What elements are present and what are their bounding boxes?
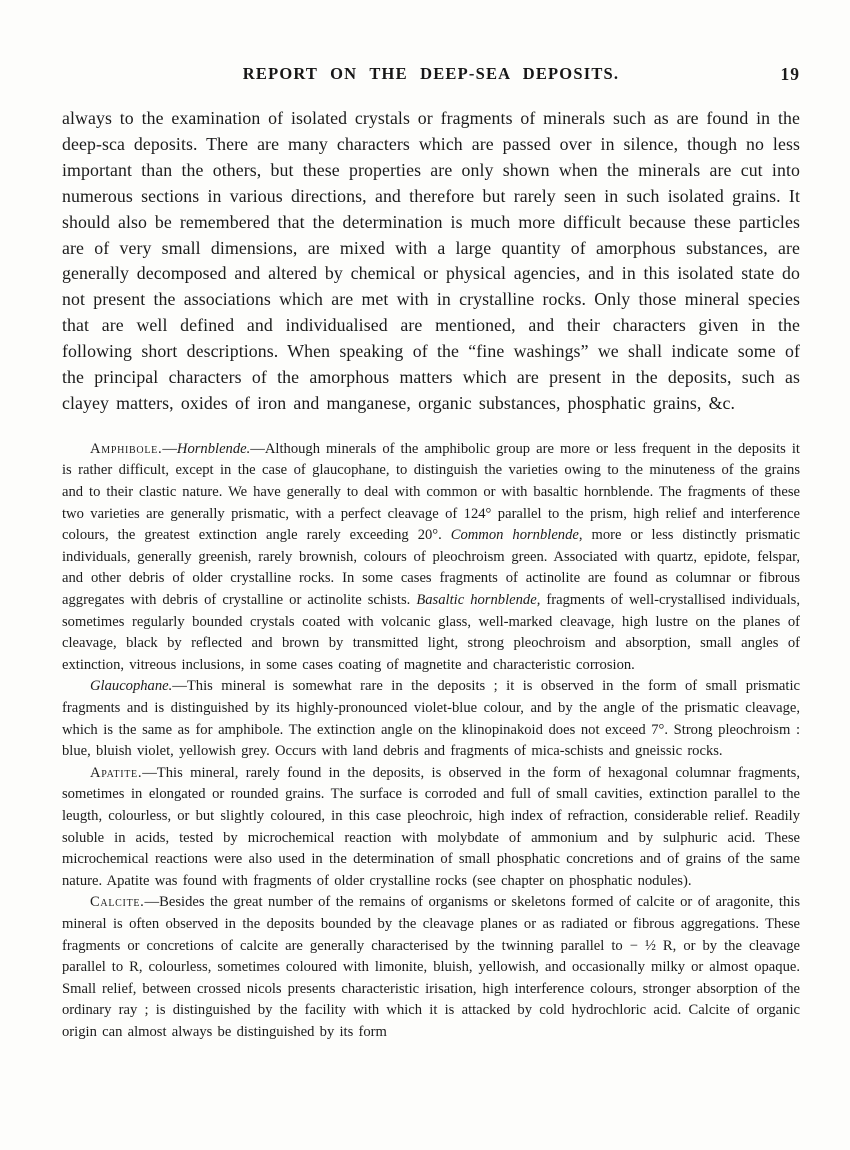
subheading-hornblende: Hornblende. <box>176 440 251 457</box>
section-heading-glaucophane: Glaucophane. <box>90 678 173 695</box>
paragraph-apatite <box>62 763 800 893</box>
page-body <box>62 106 800 1044</box>
amphibole-body-2: , more or less distinctly prismatic individuals, generally greenish, rarely brownish, colours of pleochroism green. Associated with quartz, epidote, felspar, and other debris of older crystalline rocks. In some cases fragments of actinolite are found as columnar or fibrous aggregates with debris of crystalline or actinolite schists. <box>62 527 800 609</box>
paragraph-calcite <box>62 892 800 1043</box>
running-title: REPORT ON THE DEEP-SEA DEPOSITS. <box>242 64 620 83</box>
paragraph-amphibole <box>62 439 800 677</box>
lead-paragraph <box>62 106 800 417</box>
lead-paragraph-text: always to the examination of isolated crystals or fragments of minerals such as are found in the deep-sca deposits. There are many characters which are passed over in silence, though no less important than the others, but these properties are only shown when the minerals are cut into numerous sections in various directions, and therefore but rarely seen in such isolated grains. It should also be remembered that the determination is much more difficult because these particles are of very small dimensions, are mixed with a large quantity of amorphous substances, are generally decomposed and altered by chemical or physical agencies, and in this isolated state do not present the associations which are met with in crystalline rocks. Only those mineral species that are well defined and individualised are mentioned, and their characters given in the following short descriptions. When speaking of the “fine washings” we shall indicate some of the principal characters of the amorphous matters which are present in the deposits, such as clayey matters, oxides of iron and manganese, organic substances, phosphatic grains, &c. <box>62 108 800 413</box>
page-header <box>62 64 800 88</box>
section-heading-amphibole: Amphibole. <box>90 440 163 457</box>
section-heading-apatite: Apatite. <box>90 764 143 781</box>
term-basaltic-hornblende: Basaltic hornblende <box>416 592 537 609</box>
amphibole-body-3: , fragments of well-crystallised individuals, sometimes regularly bounded crystals coated with volcanic glass, well-marked cleavage, high lustre on the planes of cleavage, black by reflected and brown by transmitted light, strong pleochroism and absorption, small angles of extinction, vitreous inclusions, in some cases coating of magnetite and characteristic corrosion. <box>62 592 800 673</box>
page-number: 19 <box>780 64 800 84</box>
amphibole-body-1: —Although minerals of the amphibolic group are more or less frequent in the deposits it is rather difficult, except in the case of glaucophane, to distinguish the varieties owing to the minuteness of the grains and to their clastic nature. We have generally to deal with common or with basaltic hornblende. The fragments of these two varieties are generally prismatic, with a perfect cleavage of 124° parallel to the prism, high relief and interference colours, the greatest extinction angle rarely exceeding 20°. <box>62 440 800 544</box>
apatite-body: —This mineral, rarely found in the deposits, is observed in the form of hexagonal columnar fragments, sometimes in elongated or rounded grains. The surface is corroded and full of small cavities, extinction parallel to the leugth, colourless, or but slightly coloured, in this case pleochroic, high index of refraction, considerable relief. Readily soluble in acids, tested by microchemical reaction with molybdate of ammonium and by sulphuric acid. These microchemical reactions were also used in the determination of small phosphatic concretions and of grains of the same nature. Apatite was found with fragments of older crystalline rocks (see chapter on phosphatic nodules). <box>62 764 800 889</box>
calcite-body: —Besides the great number of the remains of organisms or skeletons formed of calcite or of aragonite, this mineral is often observed in the deposits bounded by the cleavage planes or as radiated or fibrous aggregations. These fragments or concretions of calcite are generally characterised by the twinning parallel to − ½ R, or by the cleavage parallel to R, colourless, sometimes coloured with limonite, bluish, yellowish, and occasionally milky or almost opaque. Small relief, between crossed nicols presents characteristic irisation, high interference colours, stronger absorption of the ordinary ray ; is distinguished by the facility with which it is attacked by cold hydrochloric acid. Calcite of organic origin can almost always be distinguished by its form <box>62 894 800 1040</box>
mineral-descriptions <box>62 439 800 1044</box>
section-heading-calcite: Calcite. <box>90 894 145 911</box>
glaucophane-body: —This mineral is somewhat rare in the deposits ; it is observed in the form of small prismatic fragments and is distinguished by its highly-pronounced violet-blue colour, and by the angle of the prismatic cleavage, which is the same as for amphibole. The extinction angle on the klinopinakoid does not exceed 7°. Strong pleochroism : blue, bluish violet, yellowish grey. Occurs with land debris and fragments of mica-schists and gneissic rocks. <box>62 678 800 760</box>
term-common-hornblende: Common hornblende <box>450 527 579 544</box>
heading-dash: — <box>162 440 177 457</box>
paragraph-glaucophane <box>62 676 800 762</box>
